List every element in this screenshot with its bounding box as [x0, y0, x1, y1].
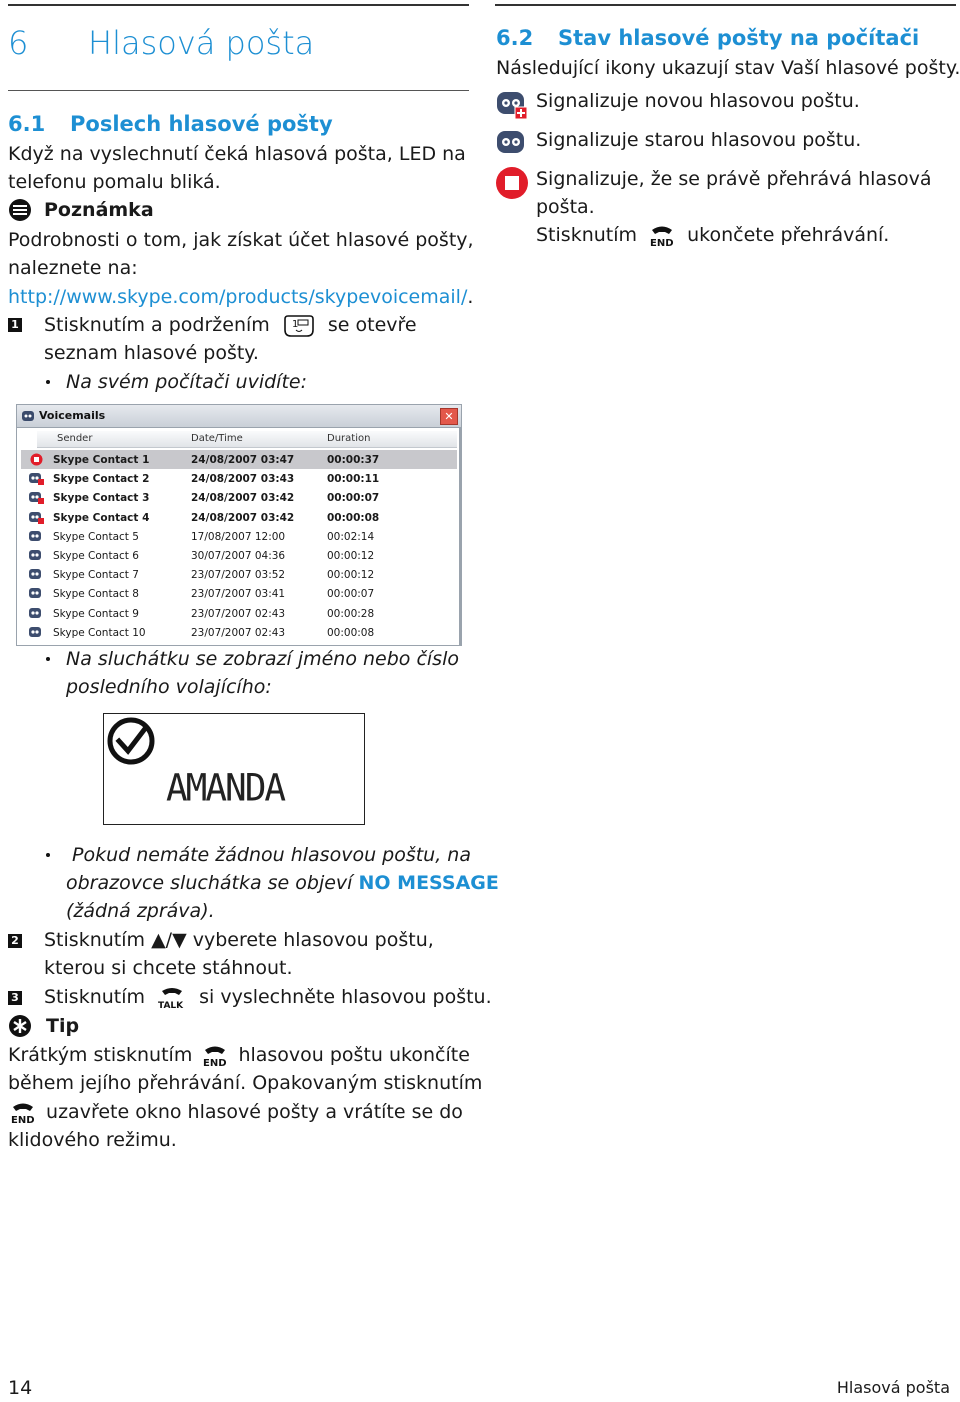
row-duration: 00:00:12 — [327, 569, 375, 582]
checkmark-icon — [106, 716, 156, 766]
bullet-dot-handset — [46, 657, 50, 661]
row-datetime: 23/07/2007 02:43 — [191, 626, 286, 639]
voicemail-titlebar — [17, 405, 461, 428]
tip-label: Tip — [46, 1015, 80, 1037]
tip-text-1b: hlasovou poštu ukončíte — [238, 1044, 470, 1066]
top-rule-right — [495, 4, 956, 6]
row-datetime: 24/08/2007 03:42 — [191, 492, 295, 505]
voicemail-key-icon — [282, 313, 316, 339]
new-voicemail-icon — [496, 90, 528, 120]
step-1-text-b: se otevře — [327, 314, 417, 336]
end-key-text-3: END — [650, 237, 674, 249]
tip-line-1 — [8, 1041, 470, 1069]
note-url-end: . — [467, 286, 474, 308]
no-message-label: NO MESSAGE — [358, 872, 499, 894]
row-sender: Skype Contact 8 — [53, 588, 139, 601]
row-datetime: 17/08/2007 12:00 — [191, 530, 286, 543]
tip-text-1a: Krátkým stisknutím — [8, 1044, 193, 1066]
table-row[interactable] — [21, 546, 457, 565]
old-voicemail-icon — [29, 568, 44, 581]
tip-line-4: klidového režimu. — [8, 1129, 177, 1151]
step-2-text-a: Stisknutím — [44, 929, 146, 951]
bullet-none-line-3: (žádná zpráva). — [66, 900, 215, 922]
talk-key-icon — [155, 985, 189, 1011]
note-line-1: Podrobnosti o tom, jak získat účet hlasové pošty, — [8, 229, 474, 251]
section1-title: Poslech hlasové pošty — [70, 112, 333, 136]
row-datetime: 23/07/2007 03:41 — [191, 588, 286, 601]
voicemail-window — [16, 404, 462, 646]
row-datetime: 24/08/2007 03:42 — [191, 511, 295, 524]
voicemail-window-title: Voicemails — [39, 409, 106, 422]
row-sender: Skype Contact 4 — [53, 511, 150, 524]
old-voicemail-icon — [29, 626, 44, 639]
table-row[interactable] — [21, 469, 457, 488]
step-1-text-a: Stisknutím a podržením — [44, 314, 270, 336]
footer-page-number: 14 — [8, 1377, 33, 1399]
table-row[interactable] — [21, 623, 457, 642]
intro-line-2: telefonu pomalu bliká. — [8, 171, 221, 193]
intro-line-1: Když na vyslechnutí čeká hlasová pošta, LED na — [8, 143, 466, 165]
bullet-none-text-2a: obrazovce sluchátka se objeví — [66, 872, 353, 894]
row-duration: 00:00:37 — [327, 454, 380, 466]
row-duration: 00:00:11 — [327, 473, 380, 486]
end-key-icon-3 — [647, 223, 677, 249]
tip-icon — [8, 1014, 32, 1038]
table-row[interactable] — [21, 584, 457, 603]
new-voicemail-icon — [29, 491, 44, 504]
step-2-text-b: vyberete hlasovou poštu, — [192, 929, 434, 951]
icon-old-text: Signalizuje starou hlasovou poštu. — [536, 129, 862, 151]
section2-title: Stav hlasové pošty na počítači — [558, 26, 920, 50]
row-duration: 00:00:08 — [327, 511, 380, 524]
bullet-none-line-2 — [66, 869, 499, 897]
note-url-line — [8, 283, 473, 311]
old-voicemail-icon — [29, 530, 44, 543]
end-playback-text-b: ukončete přehrávání. — [687, 224, 890, 246]
row-sender: Skype Contact 6 — [53, 550, 139, 562]
playing-voicemail-icon — [29, 453, 44, 466]
step-1-line-2: seznam hlasové pošty. — [44, 342, 259, 364]
section2-number: 6.2 — [496, 26, 534, 50]
row-duration: 00:00:07 — [327, 588, 375, 601]
old-voicemail-icon — [29, 607, 44, 620]
old-voicemail-icon — [29, 549, 44, 562]
bullet-handset-line-2: posledního volajícího: — [66, 676, 272, 698]
note-line-2: naleznete na: — [8, 257, 138, 279]
row-sender: Skype Contact 10 — [53, 626, 146, 639]
row-datetime: 30/07/2007 04:36 — [191, 550, 286, 562]
footer-section-name: Hlasová pošta — [836, 1378, 950, 1397]
table-row[interactable] — [21, 565, 457, 584]
chapter-number: 6 — [8, 24, 29, 62]
table-row[interactable] — [21, 488, 457, 507]
note-url-link[interactable]: http://www.skype.com/products/skypevoicemail/ — [8, 286, 468, 308]
bullet-pc-text: Na svém počítači uvidíte: — [66, 371, 307, 393]
svg-text:1: 1 — [291, 318, 299, 330]
new-voicemail-icon — [29, 472, 44, 485]
bullet-dot-none — [46, 853, 50, 857]
icon-new-text: Signalizuje novou hlasovou poštu. — [536, 90, 860, 112]
vm-scroll-edge — [459, 427, 461, 645]
row-datetime: 24/08/2007 03:47 — [191, 454, 295, 466]
row-sender: Skype Contact 2 — [53, 473, 150, 486]
tip-text-3: uzavřete okno hlasové pošty a vrátíte se do — [46, 1101, 463, 1123]
lcd-caller-name: AMANDA — [166, 766, 285, 811]
end-key-icon-2 — [8, 1100, 38, 1126]
step-3-number: 3 — [8, 991, 22, 1005]
column-sender[interactable]: Sender — [57, 433, 93, 444]
old-voicemail-icon — [29, 587, 44, 600]
row-sender: Skype Contact 5 — [53, 530, 139, 543]
step-1-number: 1 — [8, 318, 22, 332]
end-key-text-2: END — [11, 1114, 35, 1126]
tip-line-3 — [8, 1098, 463, 1126]
row-duration: 00:00:12 — [327, 550, 375, 562]
icon-play-line-2: pošta. — [536, 196, 595, 218]
chapter-rule — [8, 90, 469, 91]
table-row[interactable] — [21, 527, 457, 546]
step-2-line-1 — [44, 926, 434, 954]
step-3-text-a: Stisknutím — [44, 986, 146, 1008]
row-sender: Skype Contact 3 — [53, 492, 150, 505]
end-key-text: END — [203, 1057, 227, 1069]
row-sender: Skype Contact 7 — [53, 569, 139, 582]
row-duration: 00:02:14 — [327, 530, 375, 543]
talk-key-text: TALK — [158, 1000, 184, 1011]
row-duration: 00:00:28 — [327, 607, 375, 620]
step-3-text-b: si vyslechněte hlasovou poštu. — [199, 986, 492, 1008]
row-datetime: 23/07/2007 02:43 — [191, 607, 286, 620]
step-1-line-1 — [44, 311, 417, 339]
voicemail-column-header — [37, 431, 457, 448]
table-row[interactable] — [21, 450, 457, 469]
note-label: Poznámka — [44, 199, 154, 221]
row-sender: Skype Contact 1 — [53, 454, 150, 466]
end-playback-text-a: Stisknutím — [536, 224, 638, 246]
icon-play-line-1: Signalizuje, že se právě přehrává hlasová — [536, 168, 932, 190]
top-rule-left — [8, 4, 469, 6]
step-3-line — [44, 983, 492, 1011]
row-duration: 00:00:08 — [327, 626, 375, 639]
row-duration: 00:00:07 — [327, 492, 380, 505]
handset-display — [103, 713, 365, 825]
row-sender: Skype Contact 9 — [53, 607, 139, 620]
window-close-button[interactable] — [440, 408, 458, 425]
step-2-number: 2 — [8, 934, 22, 948]
bullet-dot-pc — [46, 380, 50, 384]
row-datetime: 23/07/2007 03:52 — [191, 569, 286, 582]
new-voicemail-icon — [29, 511, 44, 524]
up-down-arrow-icon: ▲/▼ — [151, 929, 187, 951]
section2-intro: Následující ikony ukazují stav Vaší hlasové pošty. — [496, 57, 960, 79]
tip-line-2: během jejího přehrávání. Opakovaným stisknutím — [8, 1072, 483, 1094]
column-datetime[interactable]: Date/Time — [191, 433, 243, 444]
table-row[interactable] — [21, 604, 457, 623]
bullet-handset-line-1: Na sluchátku se zobrazí jméno nebo číslo — [66, 648, 459, 670]
close-icon: ✕ — [444, 410, 454, 423]
chapter-title: Hlasová pošta — [88, 24, 315, 62]
old-voicemail-icon — [496, 129, 528, 159]
step-2-line-2: kterou si chcete stáhnout. — [44, 957, 293, 979]
skype-voicemail-icon — [21, 409, 35, 423]
playing-voicemail-icon — [495, 166, 529, 200]
table-row[interactable] — [21, 508, 457, 527]
row-datetime: 24/08/2007 03:43 — [191, 473, 295, 486]
note-icon — [8, 198, 32, 222]
end-key-icon — [200, 1043, 230, 1069]
column-duration[interactable]: Duration — [327, 433, 371, 444]
bullet-none-line-1: Pokud nemáte žádnou hlasovou poštu, na — [72, 844, 471, 866]
section1-number: 6.1 — [8, 112, 46, 136]
end-playback-line — [536, 221, 889, 249]
